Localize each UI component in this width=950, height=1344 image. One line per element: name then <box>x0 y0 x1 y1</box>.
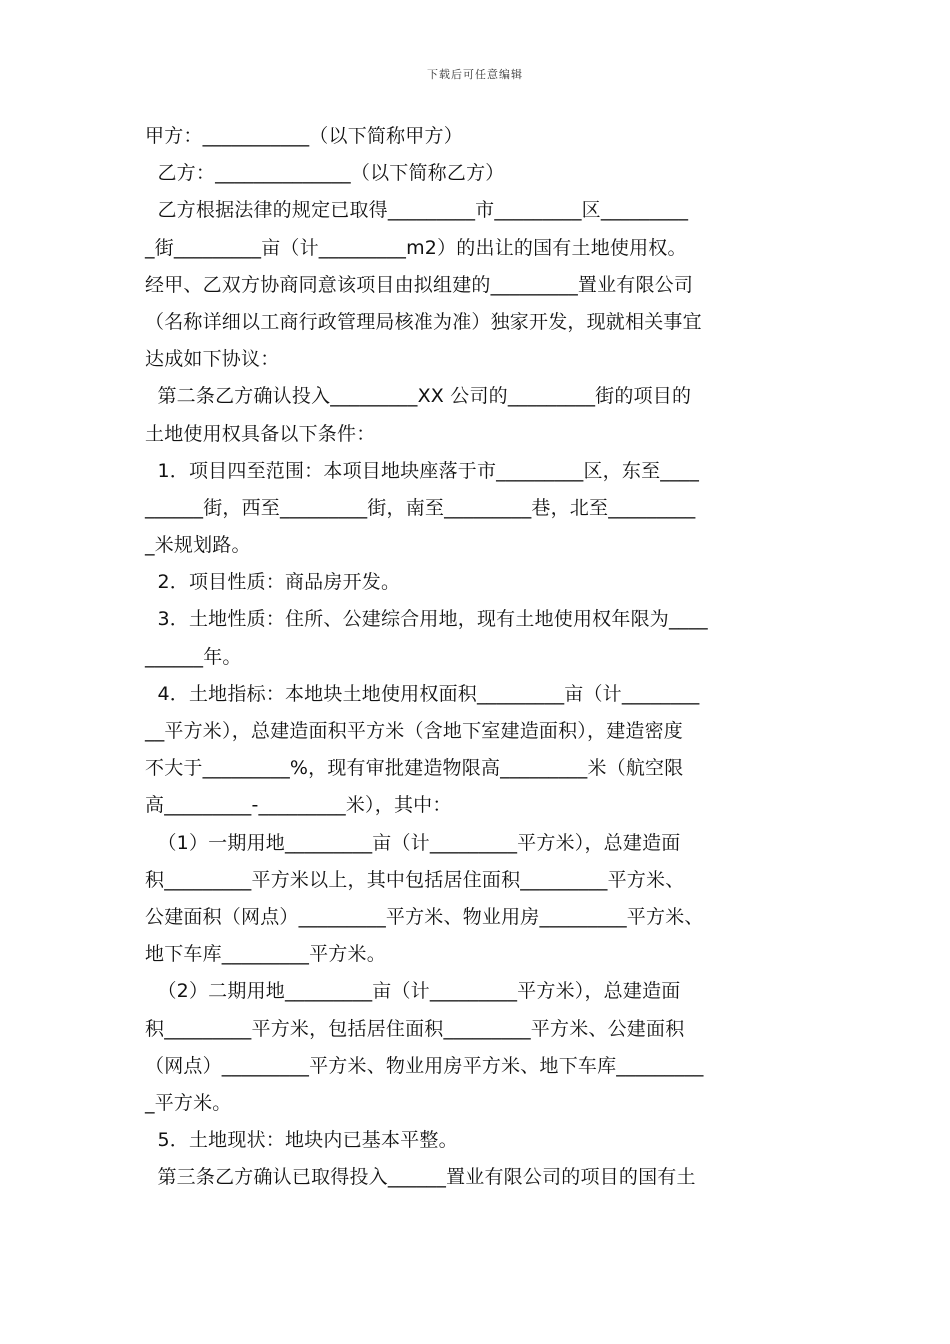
text-line: 甲方：___________（以下简称甲方） <box>145 125 463 147</box>
text-line: 乙方：______________（以下简称乙方） <box>145 162 505 185</box>
text-line: 经甲、乙双方协商同意该项目由拟组建的_________置业有限公司 <box>145 273 694 296</box>
text-line: （网点）_________平方米、物业用房平方米、地下车库_________ <box>145 1054 704 1077</box>
text-line: 达成如下协议： <box>145 348 280 371</box>
text-line: 4．土地指标：本地块土地使用权面积_________亩（计________ <box>145 682 700 705</box>
text-line: 土地使用权具备以下条件： <box>145 422 376 445</box>
text-line: 1．项目四至范围：本项目地块座落于市_________区，东至____ <box>145 459 700 482</box>
text-line: 乙方根据法律的规定已取得_________市_________区_________ <box>145 199 689 222</box>
text-line: __平方米），总建造面积平方米（含地下室建造面积），建造密度 <box>145 720 684 742</box>
text-line: _平方米。 <box>145 1091 232 1114</box>
document-body <box>145 118 817 1196</box>
text-line: 5．土地现状：地块内已基本平整。 <box>145 1129 458 1152</box>
text-line: 地下车库_________平方米。 <box>145 943 386 966</box>
text-line: 2．项目性质：商品房开发。 <box>145 571 401 594</box>
text-line: _米规划路。 <box>145 534 251 557</box>
page-header: 下载后可任意编辑 <box>427 68 523 81</box>
text-line: ______年。 <box>145 645 242 668</box>
text-line: （1）一期用地_________亩（计_________平方米），总建造面 <box>145 831 681 854</box>
text-line: 公建面积（网点）_________平方米、物业用房_________平方米、 <box>145 905 704 928</box>
text-line: ______街，西至_________街，南至_________巷，北至_________ <box>145 496 696 519</box>
text-line: 积_________平方米以上，其中包括居住面积_________平方米、 <box>145 868 685 891</box>
text-line: （2）二期用地_________亩（计_________平方米），总建造面 <box>145 980 681 1003</box>
text-line: 3．土地性质：住所、公建综合用地，现有土地使用权年限为____ <box>145 608 708 631</box>
text-line: 第二条乙方确认投入_________XX 公司的_________街的项目的 <box>145 385 692 408</box>
text-line: 不大于_________%，现有审批建造物限高_________米（航空限 <box>145 757 684 780</box>
text-line: _街_________亩（计_________m2）的出让的国有土地使用权。 <box>145 236 687 259</box>
text-line: 高_________-_________米），其中： <box>145 794 452 817</box>
text-line: （名称详细以工商行政管理局核准为准）独家开发，现就相关事宜 <box>145 310 702 333</box>
text-line: 第三条乙方确认已取得投入______置业有限公司的项目的国有土 <box>145 1166 696 1189</box>
text-line: 积_________平方米，包括居住面积_________平方米、公建面积 <box>145 1017 685 1040</box>
